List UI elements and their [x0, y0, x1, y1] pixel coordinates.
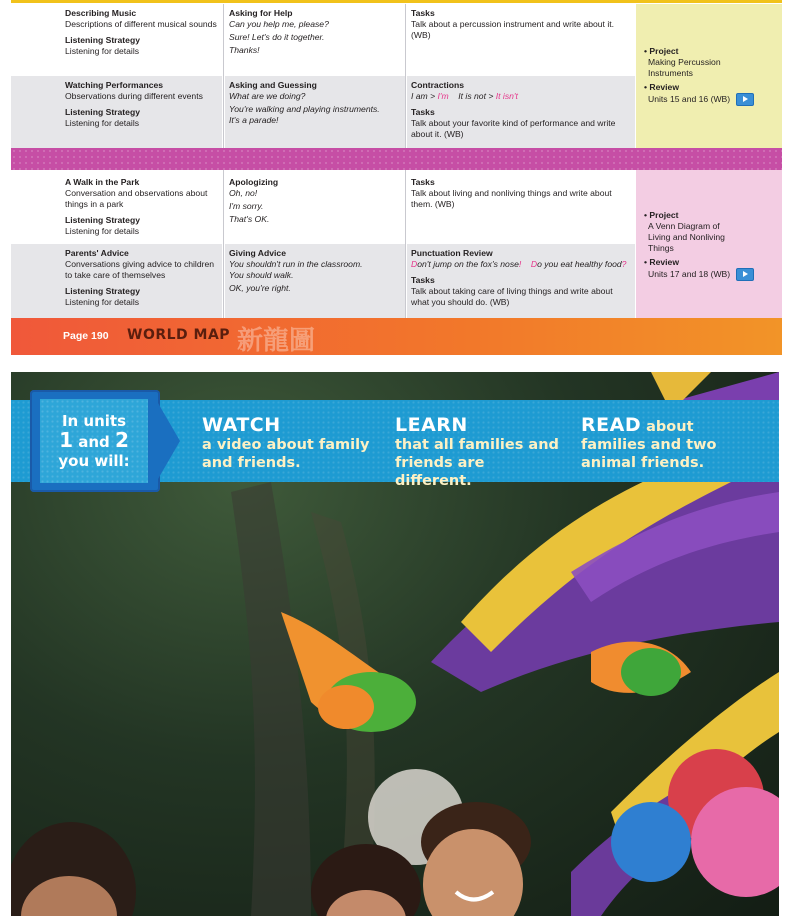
dialog-line: What are we doing?	[229, 91, 306, 101]
review-line: Units 17 and 18 (WB)	[644, 268, 778, 281]
dialog-line: Sure! Let's do it together.	[229, 32, 325, 42]
read-title: READ	[581, 414, 642, 436]
dialog-line: I'm sorry.	[229, 201, 264, 211]
learn-text: that all families and friends are different.	[395, 437, 559, 489]
dialog-line: You're walking and playing instruments.	[229, 104, 380, 114]
cell-desc: Observations during different events	[65, 91, 203, 101]
project-label: Project	[649, 210, 679, 220]
dialog-line: That's OK.	[229, 214, 270, 224]
cell-title: Tasks	[411, 177, 435, 187]
strategy-text: Listening for details	[65, 226, 140, 236]
tasks-text: Talk about living and nonliving things and write about them. (WB)	[411, 188, 612, 209]
strategy-title: Listening Strategy	[65, 286, 140, 296]
page-number: Page 190	[63, 330, 109, 342]
strategy-title: Listening Strategy	[65, 215, 140, 225]
top-side-panel: • Project Making Percussion Instruments • Review Units 15 and 16 (WB)	[636, 4, 782, 148]
cell-desc: Conversations giving advice to children to take care of themselves	[65, 259, 215, 280]
top-row1-col2	[225, 4, 405, 75]
project-text: Making Percussion Instruments	[648, 57, 721, 78]
project-label: Project	[649, 46, 679, 56]
bottom-row1-col1	[61, 173, 222, 243]
watch-text: a video about family and friends.	[202, 437, 370, 471]
top-row2-col2	[225, 76, 405, 148]
punctuation-examples: Don't jump on the fox's nose! Do you eat healthy food?	[411, 259, 627, 269]
cell-title: Parents' Advice	[65, 248, 129, 258]
read-block: READ about families and two animal friends.	[581, 414, 761, 472]
bottom-row2-col1	[11, 244, 222, 318]
cell-title: Asking and Guessing	[229, 80, 317, 90]
video-play-icon[interactable]	[736, 268, 754, 281]
dialog-line: You shouldn't run in the classroom.	[229, 259, 363, 269]
learn-block	[395, 414, 565, 490]
dialog-line: It's a parade!	[229, 115, 279, 125]
section-divider-band	[11, 148, 782, 170]
bottom-side-panel: • Project A Venn Diagram of Living and Nonliving Things • Review Units 17 and 18 (WB)	[636, 170, 782, 318]
strategy-text: Listening for details	[65, 46, 140, 56]
cell-title: Giving Advice	[229, 248, 286, 258]
cell-title: Describing Music	[65, 8, 137, 18]
cell-title: Apologizing	[229, 177, 279, 187]
unit-intro-text: In units 1 and 2 you will:	[58, 412, 130, 470]
top-row1-col1	[61, 4, 222, 75]
bottom-row1-col3	[407, 173, 635, 243]
bottom-row1-col2	[225, 173, 405, 243]
bottom-row2-col2	[225, 244, 405, 318]
cell-desc: Descriptions of different musical sounds	[65, 19, 217, 29]
review-label: Review	[649, 257, 680, 267]
strategy-text: Listening for details	[65, 118, 140, 128]
tasks-text: Talk about taking care of living things and write about what you should do. (WB)	[411, 286, 613, 307]
page-footer-bar	[11, 318, 782, 355]
cell-desc: Conversation and observations about things in a park	[65, 188, 208, 209]
dialog-line: Can you help me, please?	[229, 19, 329, 29]
read-text: families and two animal friends.	[581, 437, 717, 471]
bottom-row2-col3	[407, 244, 635, 318]
tasks-text: Talk about your favorite kind of performance and write about it. (WB)	[411, 118, 616, 139]
top-row1-col3	[407, 4, 635, 75]
dialog-line: OK, you're right.	[229, 283, 291, 293]
tasks-title: Tasks	[411, 275, 435, 285]
dialog-line: You should walk.	[229, 270, 294, 280]
tasks-text: Talk about a percussion instrument and write about it. (WB)	[411, 19, 615, 40]
cell-title: Tasks	[411, 8, 435, 18]
project-text: A Venn Diagram of Living and Nonliving Things	[648, 221, 725, 253]
top-row2-col1	[11, 76, 222, 148]
strategy-title: Listening Strategy	[65, 35, 140, 45]
video-play-icon[interactable]	[736, 93, 754, 106]
review-label: Review	[649, 82, 680, 92]
review-line: Units 15 and 16 (WB)	[644, 93, 778, 106]
learn-title: LEARN	[395, 414, 468, 436]
cell-title: Watching Performances	[65, 80, 164, 90]
tasks-title: Tasks	[411, 107, 435, 117]
cell-title: A Walk in the Park	[65, 177, 140, 187]
top-row2-col3	[407, 76, 635, 148]
watch-title: WATCH	[202, 414, 281, 436]
cell-title: Punctuation Review	[411, 248, 493, 258]
cell-title: Contractions	[411, 80, 464, 90]
dialog-line: Oh, no!	[229, 188, 258, 198]
strategy-text: Listening for details	[65, 297, 140, 307]
top-edge	[11, 0, 782, 3]
dialog-line: Thanks!	[229, 45, 260, 55]
strategy-title: Listening Strategy	[65, 107, 140, 117]
watch-block	[202, 414, 382, 472]
cell-title: Asking for Help	[229, 8, 293, 18]
watermark: 新龍圖	[237, 326, 316, 356]
section-title: WORLD MAP	[127, 327, 231, 343]
contraction-examples: I am > I'm It is not > It isn't	[411, 91, 518, 101]
